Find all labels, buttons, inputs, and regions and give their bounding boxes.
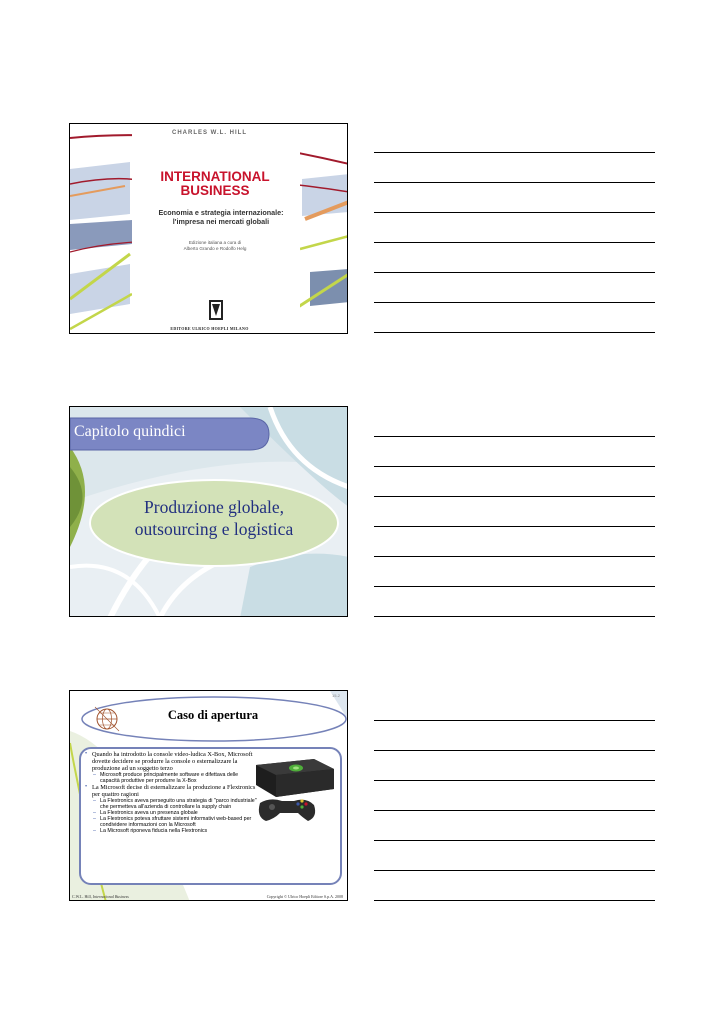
note-line: [374, 720, 655, 721]
note-line: [374, 212, 655, 213]
note-line: [374, 302, 655, 303]
book-title-line-2: BUSINESS: [180, 183, 250, 198]
note-line: [374, 900, 655, 901]
case-title: Caso di apertura: [167, 708, 259, 722]
book-title-line-1: INTERNATIONAL: [160, 169, 270, 184]
edition-line-2: Alberto Grando e Rodolfo Helg: [183, 246, 247, 251]
note-line: [374, 750, 655, 751]
bullet-level-1: • Quando ha introdotto la console video-ludica X-Box, Microsoft dovette decidere se produrre la console o esternalizzare la produzione ad un soggetto terzo: [85, 751, 257, 772]
footer-credit: [72, 894, 129, 899]
note-line: [374, 586, 655, 587]
note-line: [374, 870, 655, 871]
footer-copyright: Copyright © Ulrico Hoepli Editore S.p.A. 2008: [266, 894, 343, 899]
book-subtitle-line-1: Economia e strategia internazionale:: [158, 208, 284, 217]
footer-author: C.W.L. Hill,: [72, 894, 92, 899]
cover-stripes-graphic: [70, 124, 348, 334]
slide-2-chapter-title: [69, 406, 348, 617]
book-subtitle-line-2: l'impresa nei mercati globali: [172, 217, 270, 226]
bullet-level-2: – La Flextronics poteva sfruttare sistemi informativi web-based per condividere informazioni con la Microsoft: [85, 816, 257, 828]
publisher-name: EDITORE ULRICO HOEPLI MILANO: [170, 326, 249, 331]
book-subtitle: [132, 208, 310, 226]
note-line: [374, 332, 655, 333]
slide-1-book-cover: [69, 123, 348, 334]
book-author: CHARLES W.L. HILL: [172, 130, 247, 136]
bullet-level-2: – La Flextronics aveva perseguito una strategia di "parco industriale" che permetteva all'azienda di controllare la supply chain: [85, 798, 257, 810]
edition-line-1: Edizione italiana a cura di: [188, 240, 242, 245]
note-line: [374, 616, 655, 617]
bullet-level-2: – La Flextronics aveva un presenza globale: [85, 810, 257, 816]
note-line: [374, 182, 655, 183]
xbox-console-image: [250, 755, 336, 827]
note-line: [374, 556, 655, 557]
page-number: 15-2: [332, 693, 341, 698]
case-bullets: [85, 751, 257, 834]
bullet-level-2: – Microsoft produce principalmente software e difettava delle capacità produttive per produrre la X-Box: [85, 772, 257, 784]
note-line: [374, 496, 655, 497]
bullet-level-2: – La Microsoft riponeva fiducia nella Flextronics: [85, 828, 257, 834]
bullet-level-1: • La Microsoft decise di esternalizzare la produzione a Flextronics per quattro ragioni: [85, 784, 257, 798]
chapter-title: [92, 496, 336, 540]
note-line: [374, 780, 655, 781]
note-line: [374, 272, 655, 273]
note-line: [374, 840, 655, 841]
slide-3-opening-case: [69, 690, 348, 901]
note-line: [374, 152, 655, 153]
note-line: [374, 526, 655, 527]
chapter-label: Capitolo quindici: [74, 423, 186, 440]
chapter-title-line-1: Produzione globale,: [144, 497, 284, 517]
note-line: [374, 810, 655, 811]
note-line: [374, 466, 655, 467]
edition-credits: [140, 240, 290, 252]
book-title: [140, 170, 290, 198]
footer-book: International Business: [92, 894, 129, 899]
note-line: [374, 242, 655, 243]
chapter-title-line-2: outsourcing e logistica: [134, 519, 294, 539]
note-line: [374, 436, 655, 437]
